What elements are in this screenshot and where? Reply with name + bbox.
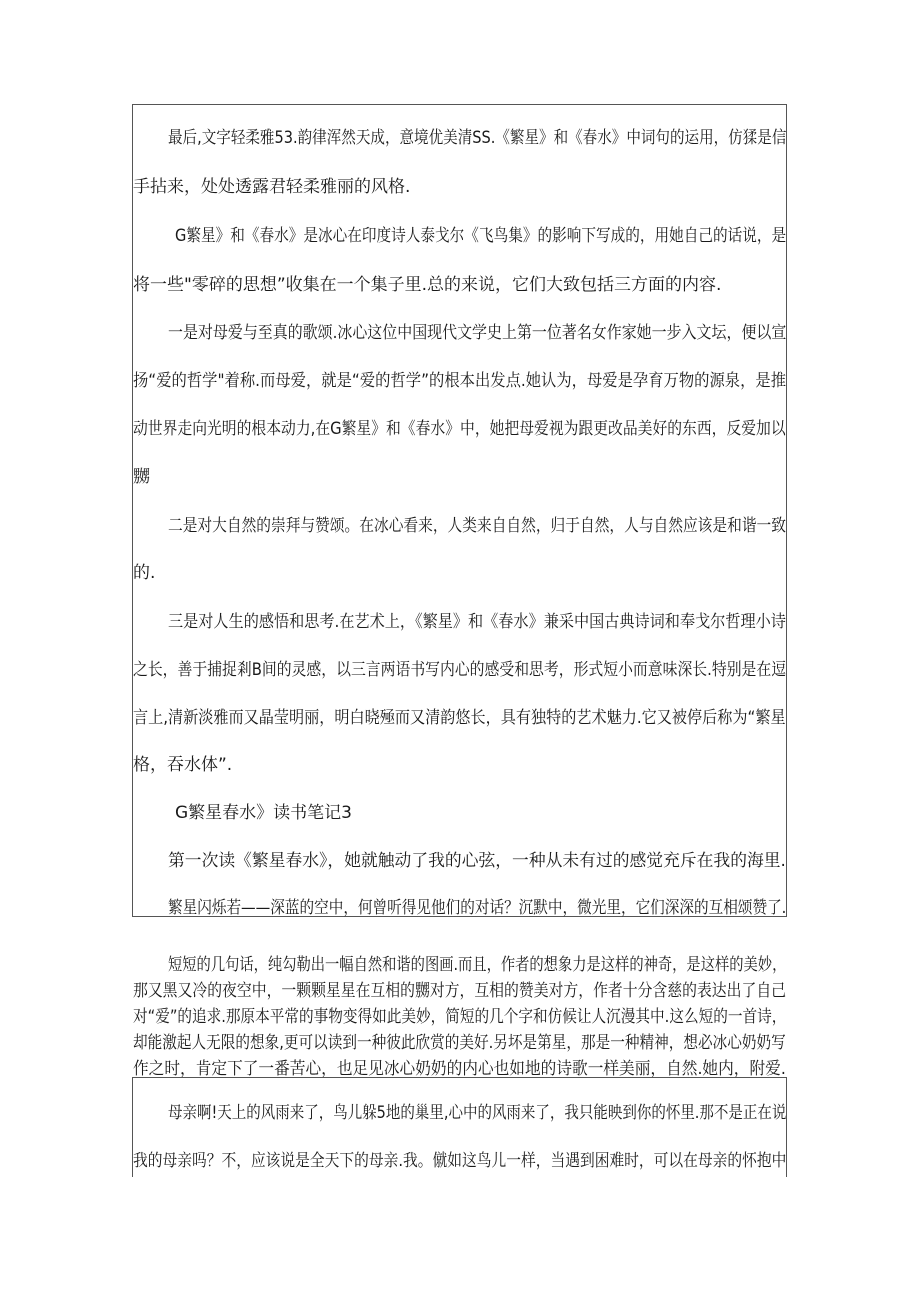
paragraph-line: 我的母亲吗？不，应该说是全天下的母亲.我。僦如这鸟儿一样，当遇到困难时，可以在母亲的怀抱中 — [133, 1151, 787, 1171]
paragraph-line: 三是对人生的感悟和思考.在艺术上，《繁星》和《春水》兼采中国古典诗词和奉戈尔哲理小诗 — [168, 612, 786, 632]
paragraph-line: 母亲啊!天上的风雨来了，鸟儿躲5地的巢里,心中的风雨来了，我只能映到你的怀里.那不是正在说 — [168, 1103, 787, 1123]
paragraph-line: 手拈来，处处透露君轻柔雅丽的风格. — [133, 177, 411, 197]
paragraph-line: 嬲 — [133, 467, 150, 487]
paragraph-line: 二是对大自然的崇拜与赞颂。在冰心看来，人类来自自然，归于自然，人与自然应该是和谐一致 — [168, 516, 786, 536]
paragraph-line: 的. — [133, 563, 156, 583]
paragraph-line: 言上,清新淡雅而又晶莹明丽，明白晓殛而又清韵悠长，具有独特的艺术魅力.它又被停后称为“繁星 — [133, 708, 786, 728]
paragraph-line: 却能激起人无限的想象,更可以读到一种彼此欣赏的美好.另坏是第星，那是一种精神，想必冰心奶奶写 — [133, 1033, 786, 1053]
paragraph-line: 对“爱”的追求.那原本平常的事物变得如此美妙，简短的几个字和仿候让人沉漫其中.这么短的一首诗， — [133, 1007, 787, 1027]
section-heading: G繁星春水》读书笔记3 — [175, 803, 352, 823]
paragraph-line: 之长，善于捕捉剎B间的灵感，以三言两语书写内心的感受和思考，形式短小而意味深长.特别是在逗 — [133, 660, 787, 680]
paragraph-line: 第一次读《繁星春水》，她就触动了我的心弦，一种从未有过的感觉充斥在我的海里. — [168, 851, 786, 871]
paragraph-line: 扬“爱的哲学"着称.而母爱，就是“爱的哲学”的根本出发点.她认为，母爱是孕育万物的源泉，是推 — [133, 371, 787, 391]
paragraph-line: 短短的几句话，纯勾勒出一幅自然和谐的图画.而且，作者的想象力是这样的神奇，是这样的美妙， — [168, 955, 787, 975]
paragraph-line: 那又黑又冷的夜空中，一颗颗星星在互相的嬲对方，互相的赞美对方，作者十分含慈的表达出了自己 — [133, 981, 787, 1001]
paragraph-line: 将一些"零碎的思想”收集在一个集子里.总的来说，它们大致包括三方面的内容. — [133, 275, 722, 295]
paragraph-line: 作之时，肯定下了一番苦心，也足见冰心奶奶的内心也如地的诗歌一样美丽，自然.她内，附爱. — [133, 1059, 786, 1079]
paragraph-line: 格，吞水体”. — [133, 755, 233, 775]
paragraph-line: 最后,文字轻柔雅53.韵律浑然天成，意境优美清SS.《繁星》和《春水》中词句的运用，仿猱是信 — [168, 128, 787, 148]
paragraph-line: G繁星》和《春水》是冰心在印度诗人泰戈尔《飞鸟集》的影响下写成的，用她自己的话说，是 — [175, 226, 787, 246]
paragraph-line: 动世界走向光明的根本动力,在G繁星》和《春水》中，她把母爱视为跟更改品美好的东西，反爱加以 — [133, 419, 786, 439]
paragraph-line: 繁星闪烁若——深蓝的空中，何曾听得见他们的对话？沉默中，微光里，它们深深的互相颂赞了. — [168, 898, 787, 918]
paragraph-line: 一是对母爱与至真的歌颂.冰心这位中国现代文学史上第一位著名女作家她一步入文坛，便以宣 — [168, 323, 787, 343]
